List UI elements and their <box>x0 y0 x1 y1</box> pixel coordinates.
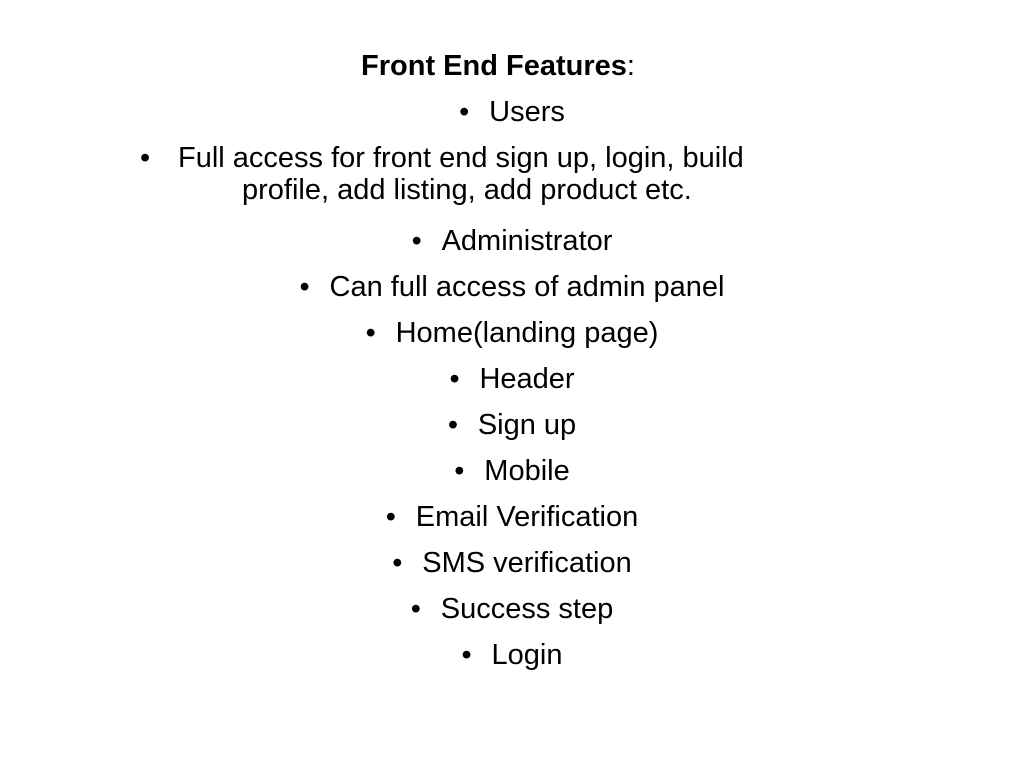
list-item-text: Home(landing page) <box>395 317 659 349</box>
bullet-icon: • <box>447 409 458 441</box>
list-item <box>0 547 1024 580</box>
bullet-icon: • <box>461 639 472 671</box>
bullet-icon: • <box>140 142 151 174</box>
slide-title-colon: : <box>626 50 635 82</box>
list-item-text: Login <box>491 639 563 671</box>
bullet-icon: • <box>299 271 310 303</box>
list-item-text: Users <box>489 96 565 128</box>
bullet-icon: • <box>454 455 465 487</box>
list-item-text-line1: Full access for front end sign up, login, build <box>178 142 744 174</box>
list-item-text: Sign up <box>477 409 577 441</box>
list-item <box>0 501 1024 534</box>
list-item <box>0 96 1024 129</box>
list-item <box>0 363 1024 396</box>
list-item <box>0 317 1024 350</box>
list-item <box>0 225 1024 258</box>
list-item-text: Mobile <box>484 455 570 487</box>
list-item-text: SMS verification <box>422 547 632 579</box>
bullet-icon: • <box>449 363 460 395</box>
bullet-icon: • <box>365 317 376 349</box>
list-item-text: Can full access of admin panel <box>329 271 725 303</box>
bullet-icon: • <box>385 501 396 533</box>
list-item-text: Header <box>479 363 575 395</box>
list-item <box>0 639 1024 672</box>
slide-title <box>0 48 996 84</box>
list-item <box>0 271 1024 304</box>
bullet-icon: • <box>410 593 421 625</box>
bullet-icon: • <box>392 547 403 579</box>
bullet-icon: • <box>411 225 422 257</box>
slide-title-text: Front End Features <box>361 50 627 82</box>
list-item-text: Email Verification <box>415 501 639 533</box>
list-item <box>0 593 1024 626</box>
list-item <box>0 409 1024 442</box>
list-item-text: Success step <box>440 593 614 625</box>
bullet-icon: • <box>459 96 470 128</box>
list-item <box>0 455 1024 488</box>
list-item-text: Administrator <box>441 225 613 257</box>
list-item-text-line2: profile, add listing, add product etc. <box>242 174 692 206</box>
